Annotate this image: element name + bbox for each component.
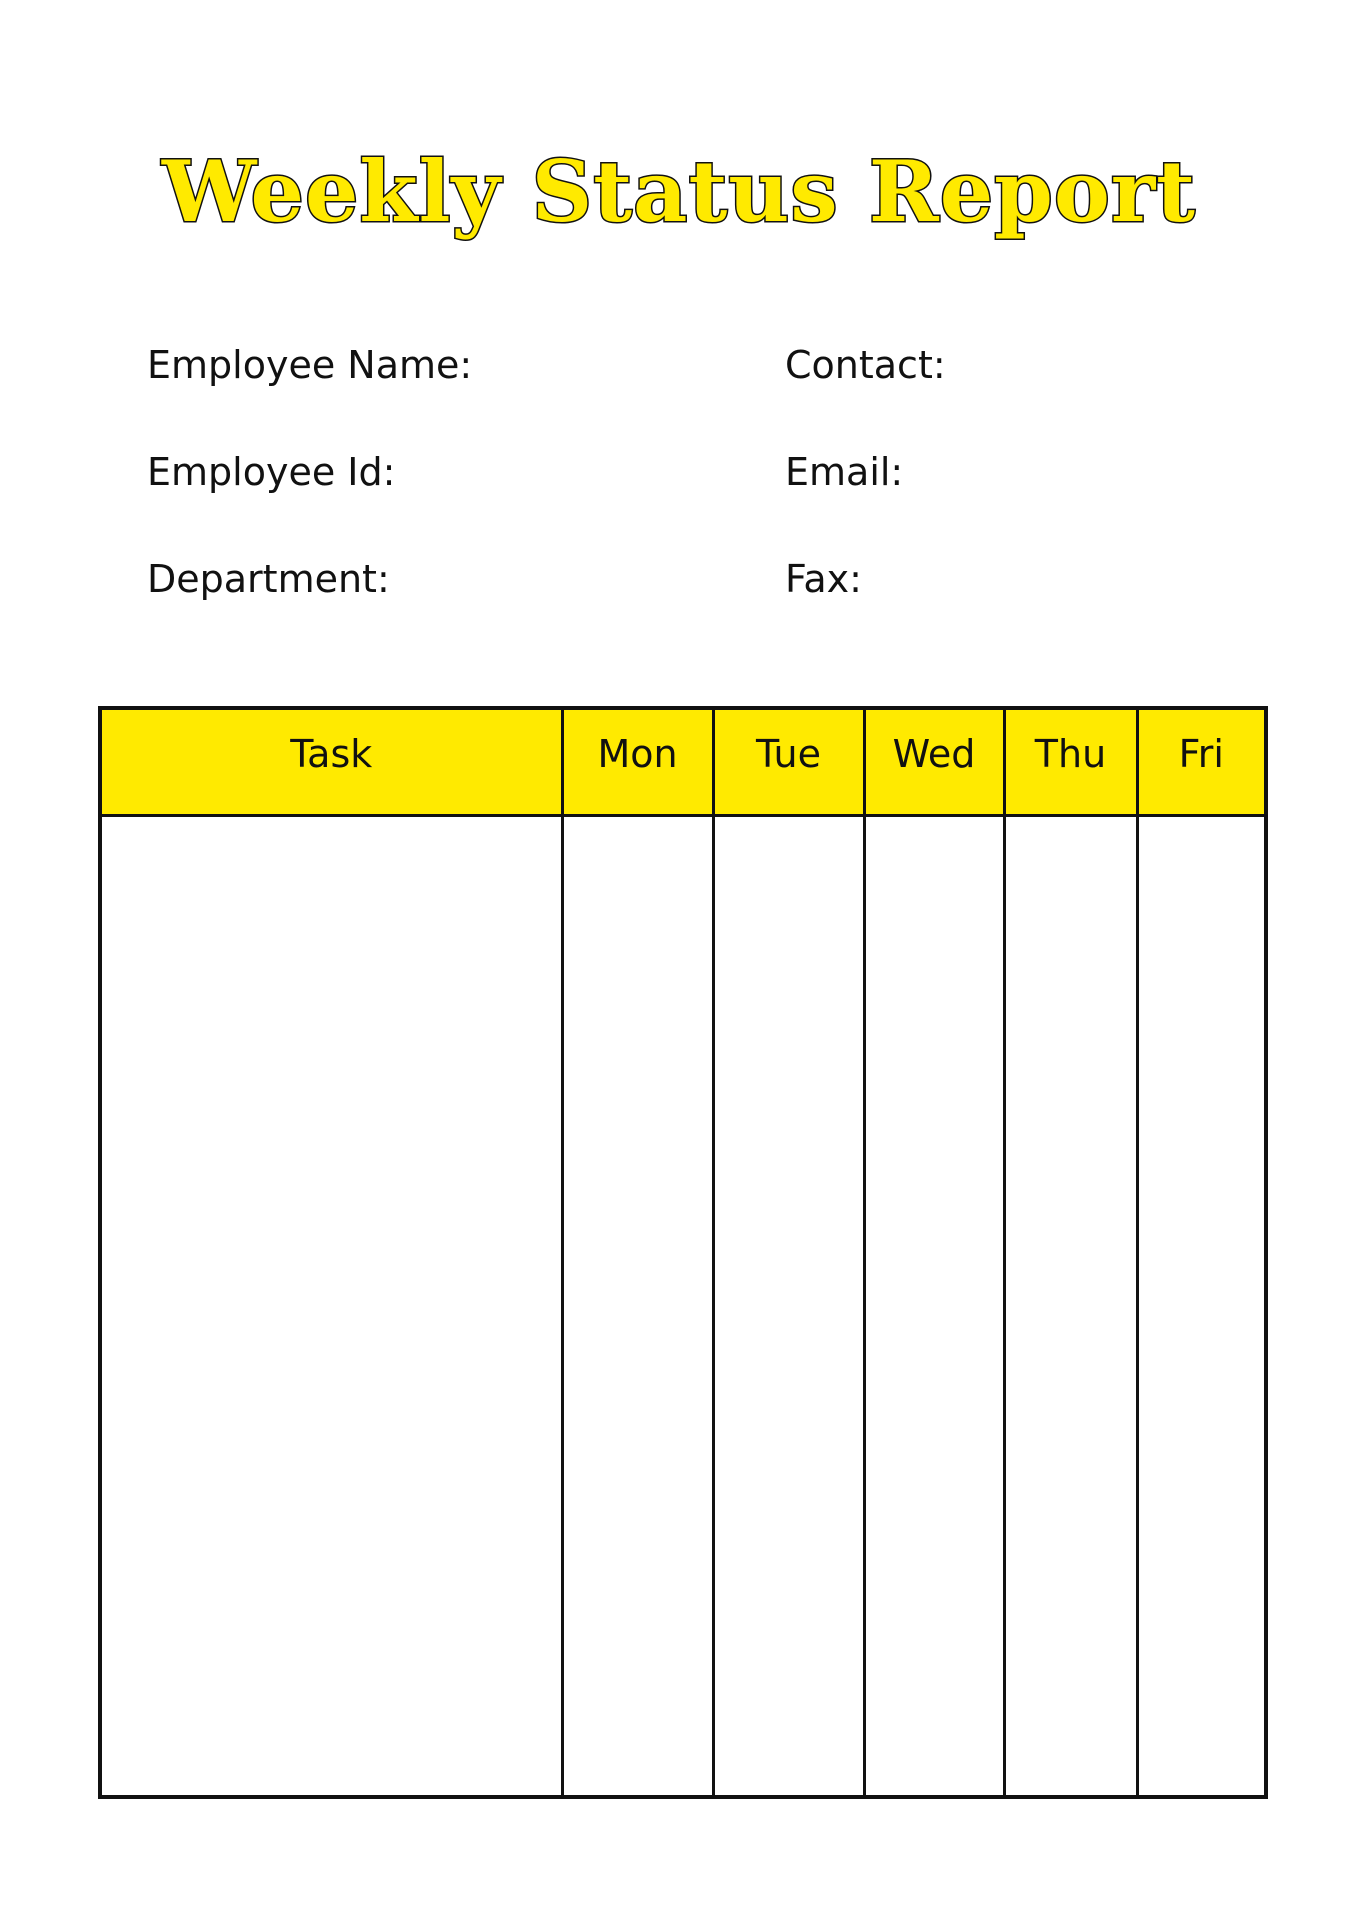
header-thu: [1004, 708, 1137, 816]
header-wed-label: Wed: [892, 732, 976, 776]
page-title: Weekly Status Report: [162, 142, 1196, 241]
status-table: [98, 706, 1268, 1799]
mon-cell[interactable]: [562, 816, 713, 1798]
header-mon-label: Mon: [597, 732, 678, 776]
department-label: Department:: [147, 557, 390, 601]
header-wed: [864, 708, 1004, 816]
header-fri-label: Fri: [1178, 732, 1224, 776]
task-cell[interactable]: [100, 816, 562, 1798]
tue-cell[interactable]: [713, 816, 864, 1798]
employee-name-label: Employee Name:: [147, 343, 473, 387]
header-tue: [713, 708, 864, 816]
fax-label: Fax:: [785, 557, 862, 601]
table-header-row: [100, 708, 1266, 816]
header-mon: [562, 708, 713, 816]
contact-label: Contact:: [785, 343, 946, 387]
header-fri: [1137, 708, 1266, 816]
header-task: [100, 708, 562, 816]
fri-cell[interactable]: [1137, 816, 1266, 1798]
header-task-label: Task: [290, 732, 373, 776]
header-tue-label: Tue: [756, 732, 821, 776]
email-label: Email:: [785, 450, 904, 494]
header-thu-label: Thu: [1034, 732, 1107, 776]
status-table-container: [98, 706, 1268, 1799]
employee-id-label: Employee Id:: [147, 450, 396, 494]
wed-cell[interactable]: [864, 816, 1004, 1798]
table-row: [100, 816, 1266, 1798]
thu-cell[interactable]: [1004, 816, 1137, 1798]
